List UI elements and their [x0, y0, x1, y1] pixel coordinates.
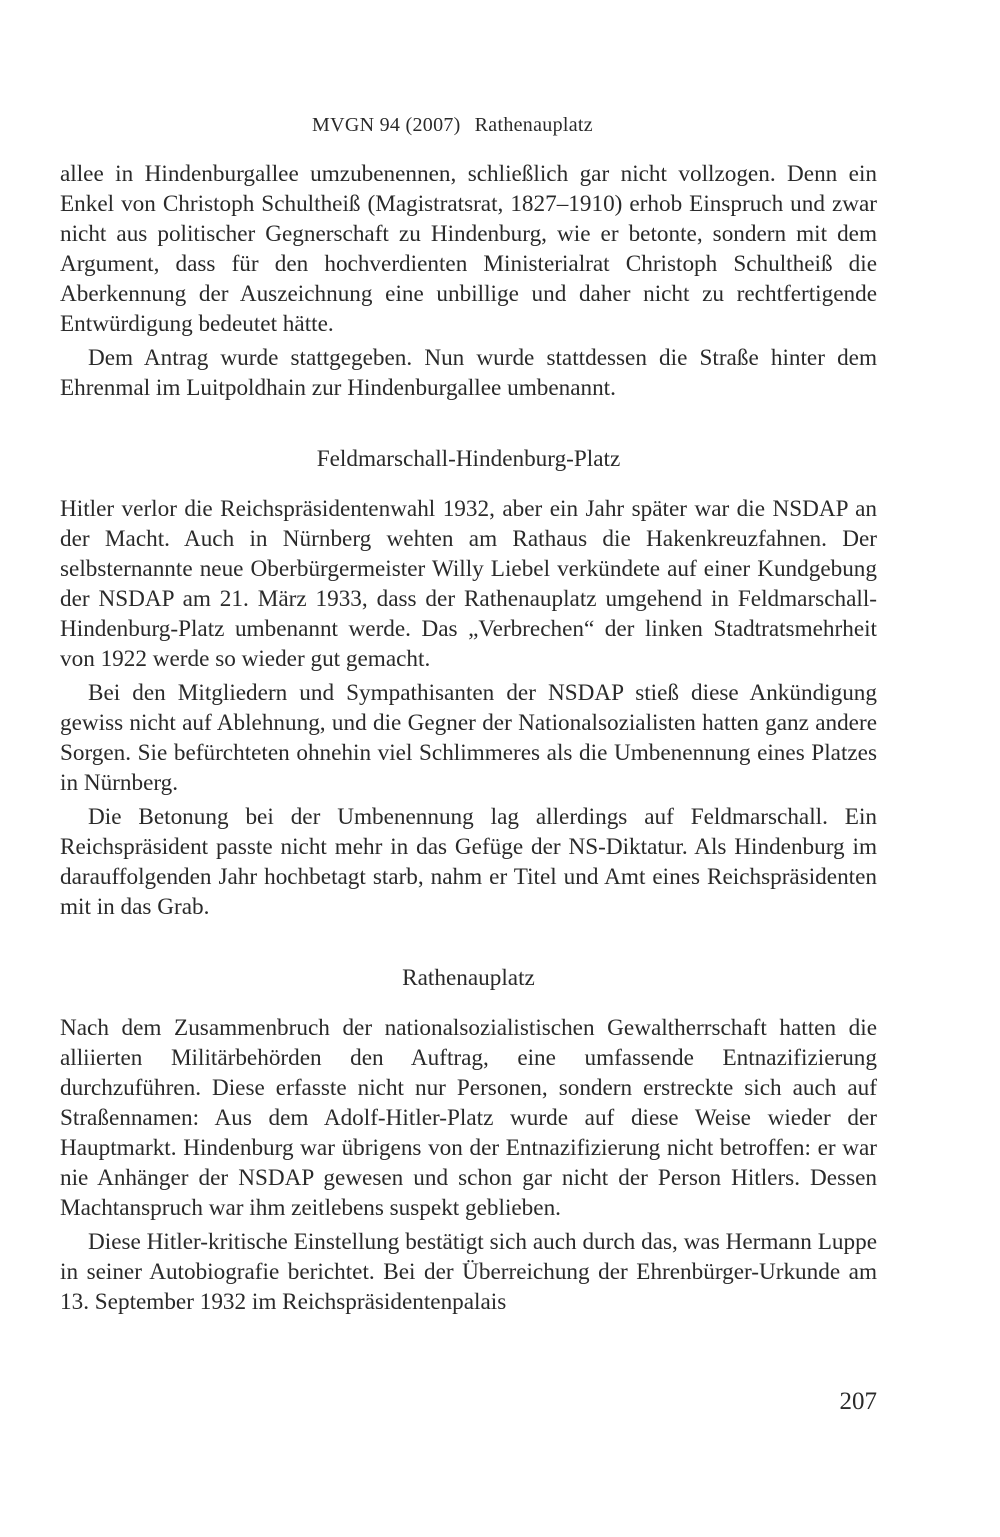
paragraph: Nach dem Zusammenbruch der nationalsozialistischen Gewaltherrschaft hatten die alliierten Militärbehörden den Auftrag, eine umfassende Entnazifizierung durchzuführen. Diese erfasste nicht nur Personen, sondern erstreckte sich auch auf Straßennamen: Aus dem Adolf-Hitler-Platz wurde auf diese Weise wieder der Hauptmarkt. Hindenburg war übrigens von der Entnazifizierung nicht betroffen: er war nie Anhänger der NSDAP gewesen und schon gar nicht der Person Hitlers. Dessen Machtanspruch war ihm zeitlebens suspekt geblieben. [60, 1015, 877, 1221]
paragraph: Bei den Mitgliedern und Sympathisanten der NSDAP stieß diese Ankündigung gewiss nicht auf Ablehnung, und die Gegner der Nationalsozialisten hatten ganz andere Sorgen. Sie befürchteten ohnehin viel Schlimmeres als die Umbenennung eines Platzes in Nürnberg. [60, 680, 877, 796]
paragraph: Diese Hitler-kritische Einstellung bestätigt sich auch durch das, was Hermann Luppe in seiner Autobiografie berichtet. Bei der Überreichung der Ehrenbürger-Urkunde am 13. September 1932 im Reichspräsidentenpalais [60, 1229, 877, 1315]
page-number: 207 [839, 1388, 877, 1415]
body-text [60, 159, 877, 1317]
section-title: Rathenauplatz [474, 114, 593, 136]
document-page [60, 0, 877, 1537]
paragraph: Dem Antrag wurde stattgegeben. Nun wurde stattdessen die Straße hinter dem Ehrenmal im Luitpoldhain zur Hindenburgallee umbenannt. [60, 345, 877, 401]
running-header [312, 114, 593, 137]
section-heading: Feldmarschall-Hindenburg-Platz [316, 446, 621, 472]
section-heading: Rathenauplatz [402, 965, 535, 991]
paragraph: allee in Hindenburgallee umzubenennen, schließlich gar nicht vollzogen. Denn ein Enkel von Christoph Schultheiß (Magistratsrat, 1827–1910) erhob Einspruch und zwar nicht aus politischer Gegnerschaft zu Hindenburg, wie er betonte, sondern mit dem Argument, dass für den hochverdienten Ministerialrat Christoph Schultheiß die Aberkennung der Auszeichnung eine unbillige und daher nicht zu rechtfertigende Entwürdigung bedeutet hätte. [60, 161, 877, 337]
paragraph: Hitler verlor die Reichspräsidentenwahl 1932, aber ein Jahr später war die NSDAP an der Macht. Auch in Nürnberg wehten am Rathaus die Hakenkreuzfahnen. Der selbsternannte neue Oberbürgermeister Willy Liebel verkündete auf einer Kundgebung der NSDAP am 21. März 1933, dass der Rathenauplatz umgehend in Feldmarschall-Hindenburg-Platz umbenannt werde. Das „Verbrechen“ der linken Stadtratsmehrheit von 1922 werde so wieder gut gemacht. [60, 496, 877, 672]
journal-reference: MVGN 94 (2007) [312, 114, 461, 136]
paragraph: Die Betonung bei der Umbenennung lag allerdings auf Feldmarschall. Ein Reichspräsident passte nicht mehr in das Gefüge der NS-Diktatur. Als Hindenburg im darauffolgenden Jahr hochbetagt starb, nahm er Titel und Amt eines Reichspräsidenten mit in das Grab. [60, 804, 877, 920]
